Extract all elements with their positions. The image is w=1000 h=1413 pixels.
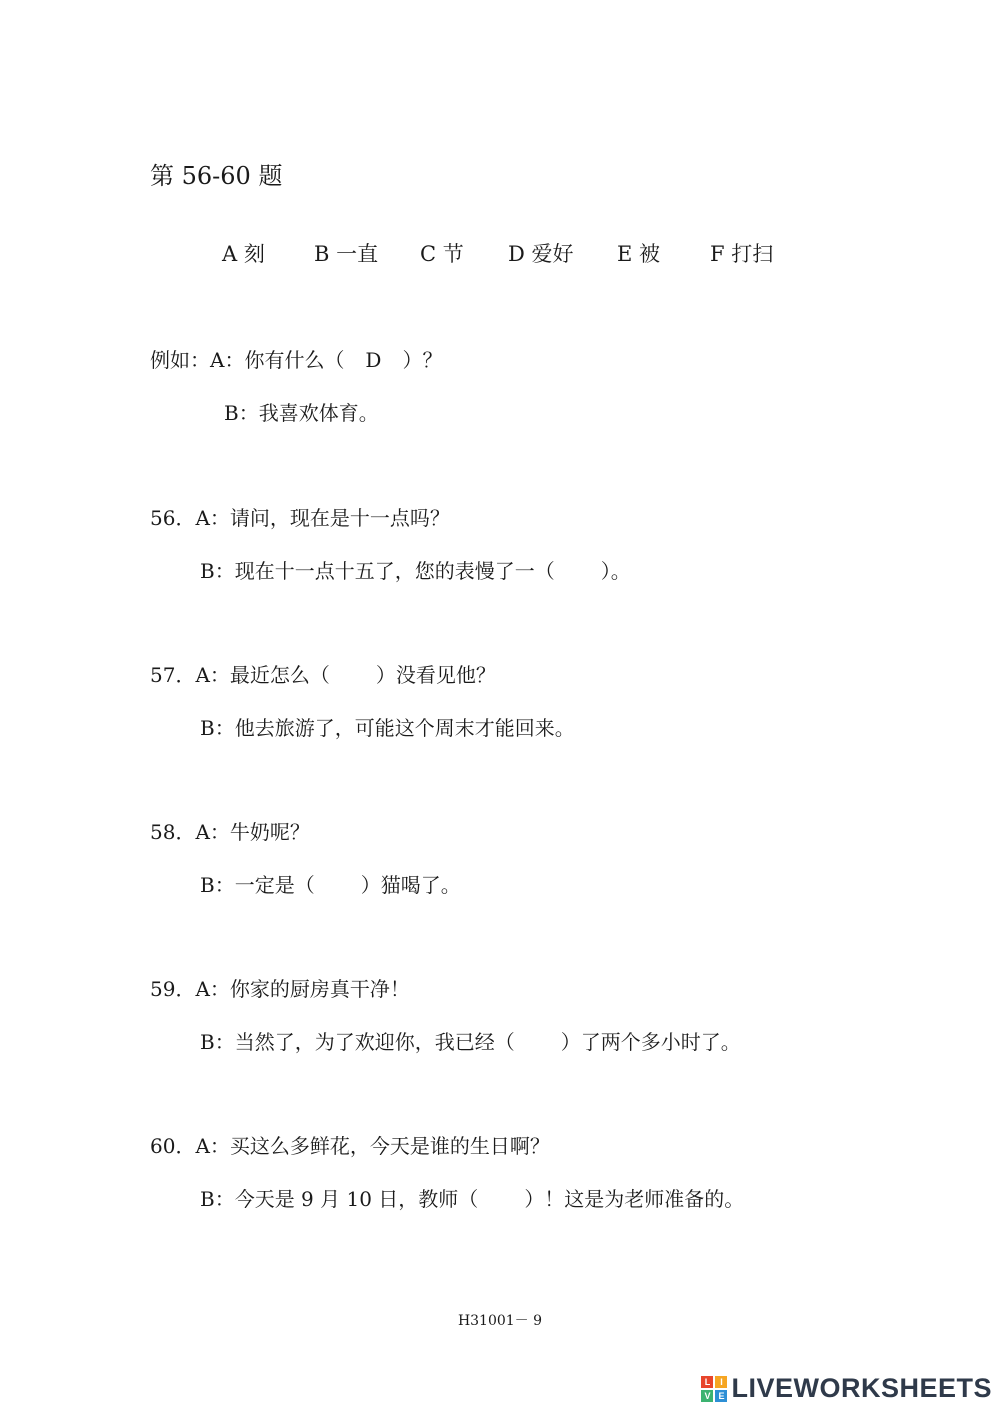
example-answer: D <box>365 348 382 372</box>
page-footer: H31001－ 9 <box>457 1313 543 1329</box>
example-label: 例如： <box>150 348 210 372</box>
option-f: F 打扫 <box>710 242 774 266</box>
liveworksheets-logo-icon <box>701 1376 727 1402</box>
example-line-b: B：我喜欢体育。 <box>224 401 379 425</box>
example-line-a: 例如：A：你有什么（ D ）？ <box>150 348 443 372</box>
question-56-line-b: B：现在十一点十五了，您的表慢了一（ ）。 <box>200 559 631 583</box>
brand-name: LIVEWORKSHEETS <box>731 1373 992 1403</box>
option-b: B 一直 <box>314 242 379 266</box>
section-heading: 第 56-60 题 <box>150 162 283 190</box>
question-57-line-b: B：他去旅游了，可能这个周末才能回来。 <box>200 716 575 740</box>
option-e: E 被 <box>617 242 661 266</box>
question-number: 57． <box>150 663 196 687</box>
question-59-line-b: B：当然了，为了欢迎你，我已经（ ）了两个多小时了。 <box>200 1030 741 1054</box>
question-number: 59． <box>150 977 196 1001</box>
logo-tile: E <box>715 1390 727 1402</box>
option-a: A 刻 <box>222 242 265 266</box>
question-59-line-a: 59．A：你家的厨房真干净！ <box>150 977 410 1001</box>
liveworksheets-brand <box>701 1373 992 1404</box>
logo-tile: V <box>701 1390 713 1402</box>
option-c: C 节 <box>420 242 464 266</box>
option-d: D 爱好 <box>508 242 574 266</box>
question-58-line-a: 58．A：牛奶呢？ <box>150 820 310 844</box>
question-number: 58． <box>150 820 196 844</box>
question-57-line-a: 57．A：最近怎么（ ）没看见他？ <box>150 663 496 687</box>
question-number: 60． <box>150 1134 196 1158</box>
question-number: 56． <box>150 506 196 530</box>
logo-tile: L <box>701 1376 713 1388</box>
question-60-line-b: B：今天是 9 月 10 日，教师（ ）！这是为老师准备的。 <box>200 1187 745 1211</box>
logo-tile: I <box>715 1376 727 1388</box>
question-58-line-b: B：一定是（ ）猫喝了。 <box>200 873 461 897</box>
question-56-line-a: 56．A：请问，现在是十一点吗？ <box>150 506 450 530</box>
question-60-line-a: 60．A：买这么多鲜花，今天是谁的生日啊？ <box>150 1134 550 1158</box>
